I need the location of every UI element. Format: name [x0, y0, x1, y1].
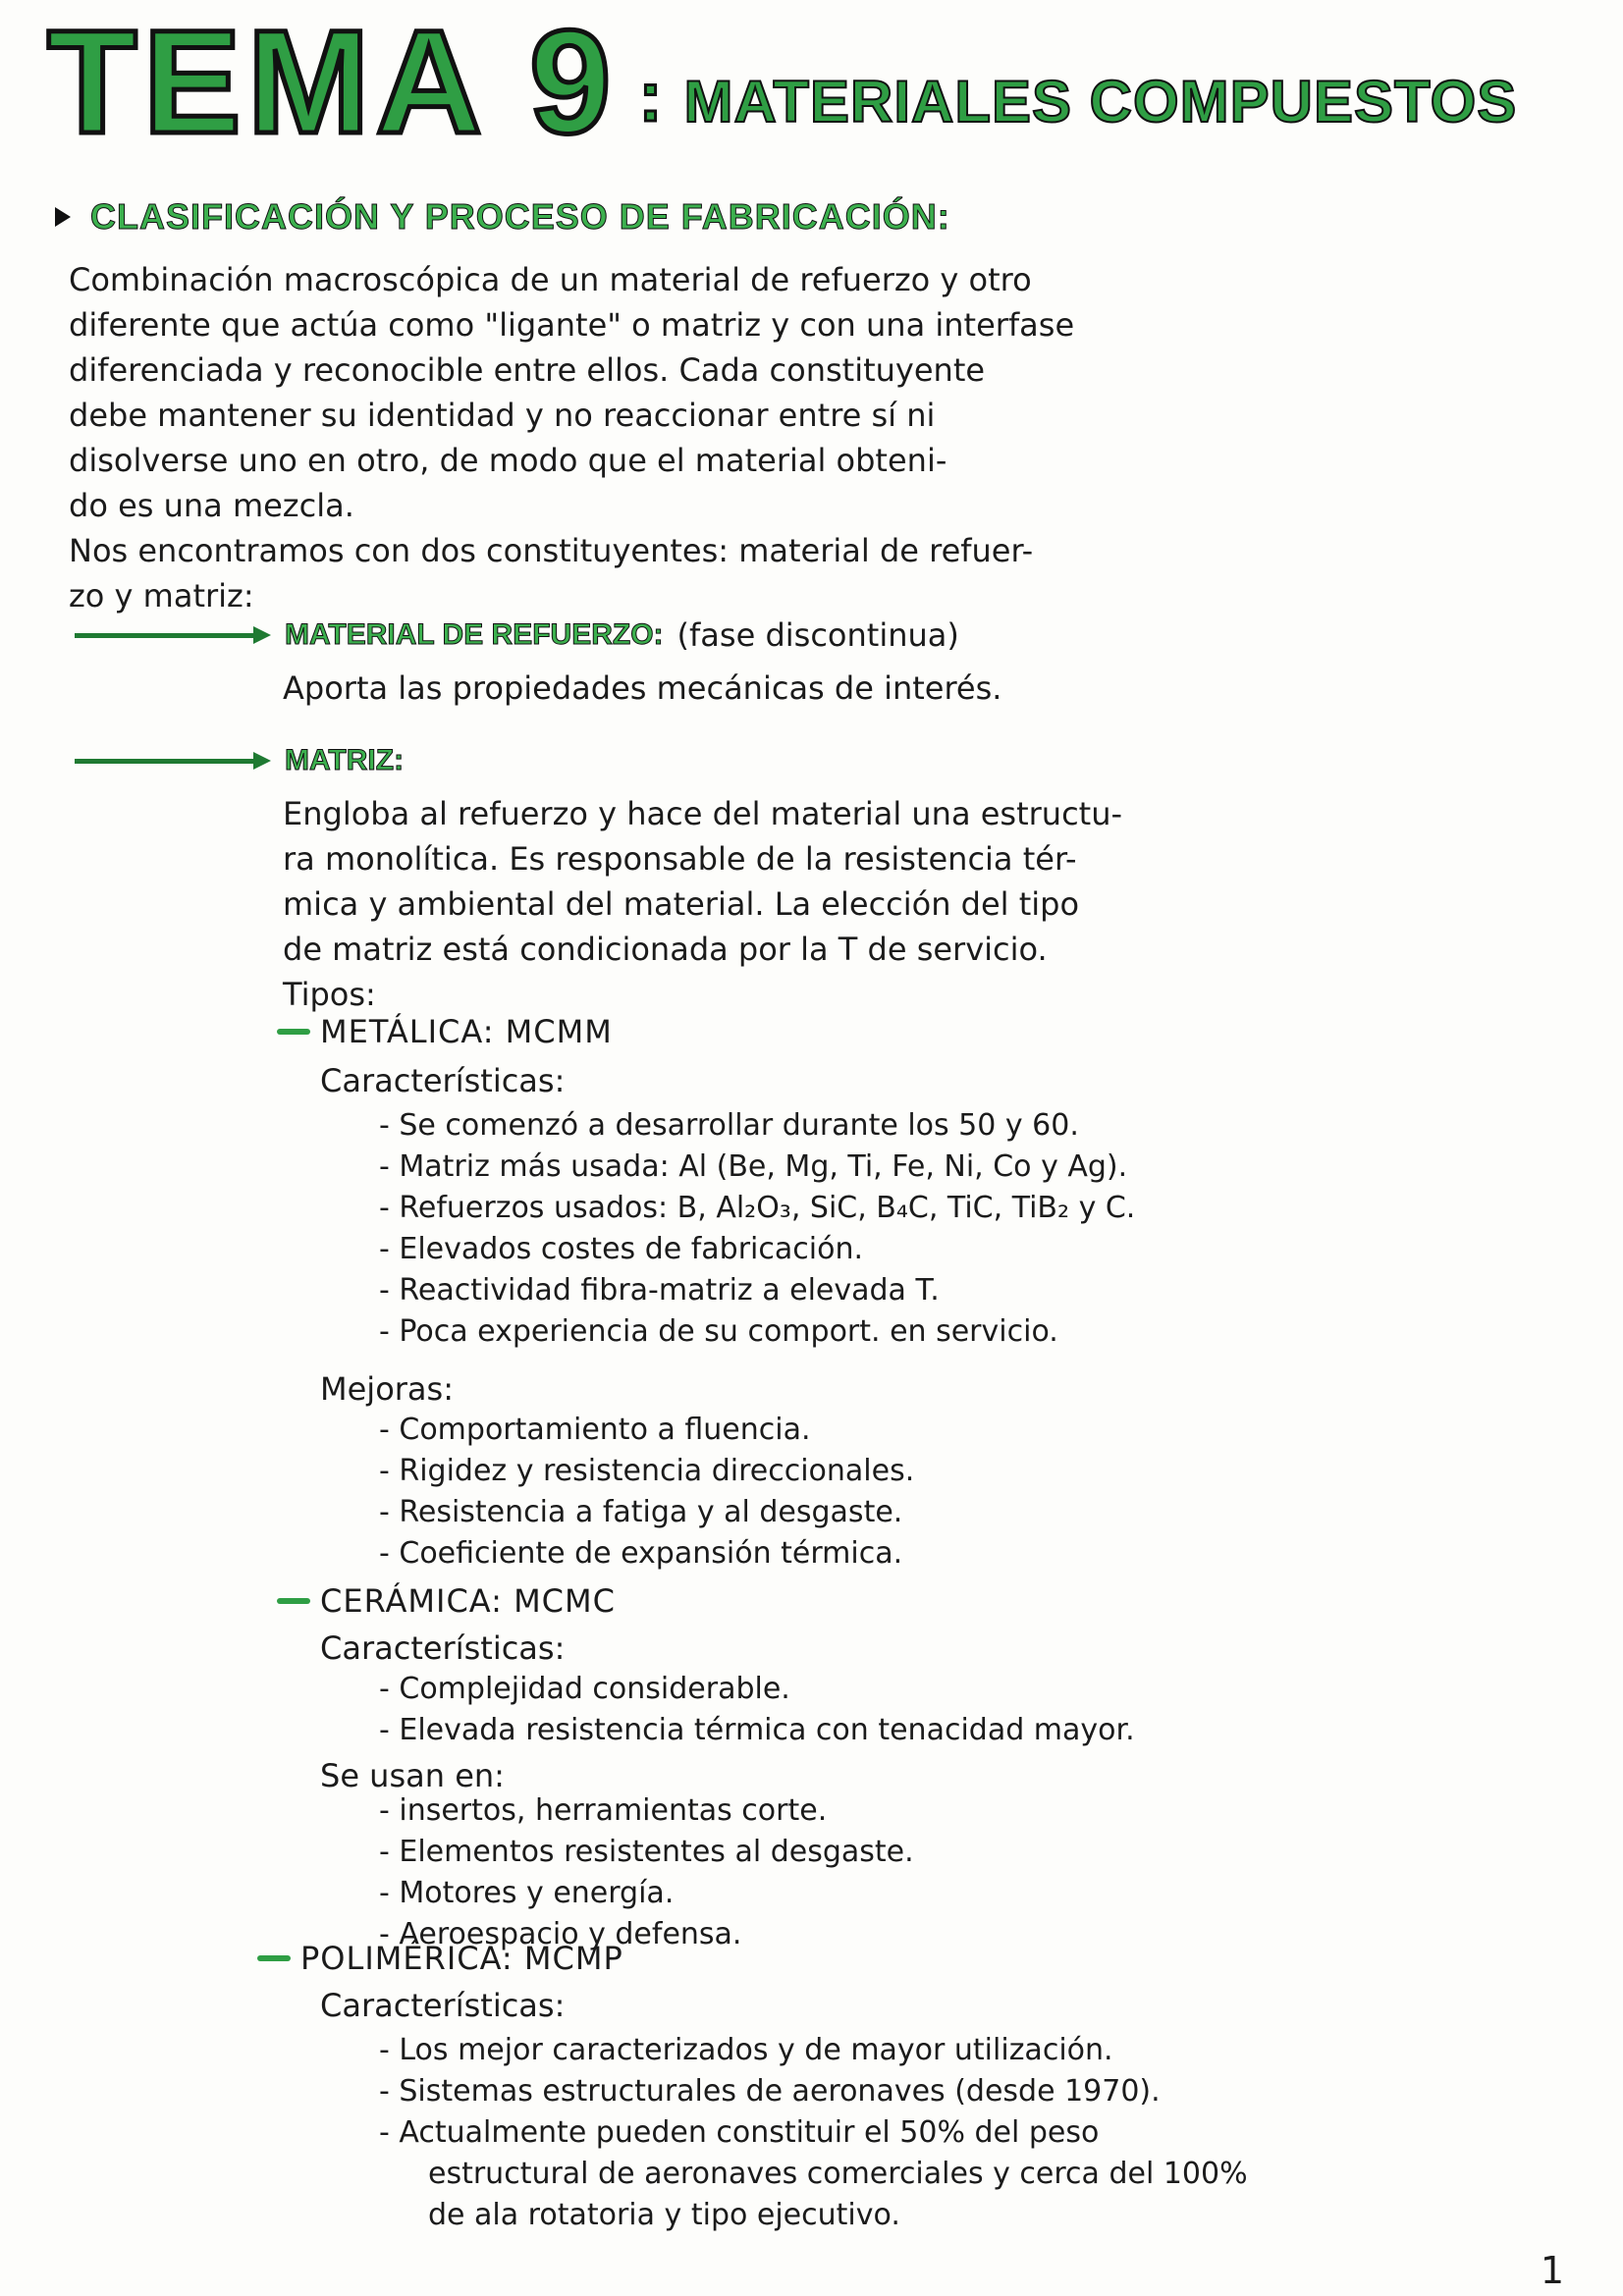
metalica-car-label: Características: — [320, 1062, 566, 1099]
dash-bullet-icon — [257, 1955, 291, 1961]
title-colon: : — [638, 58, 663, 136]
list-item: - Actualmente pueden constituir el 50% del peso — [379, 2112, 1161, 2154]
ceramica-heading-text: CERÁMICA: MCMC — [320, 1582, 616, 1620]
arrow-right-icon — [75, 628, 271, 642]
arrow-right-icon — [75, 754, 271, 768]
ceramica-car-list — [379, 1669, 1135, 1751]
list-item: - Aeroespacio y defensa. — [379, 1914, 914, 1955]
refuerzo-heading — [75, 616, 959, 654]
polimerica-heading-text: POLIMÉRICA: MCMP — [300, 1940, 623, 1977]
polimerica-heading — [257, 1940, 623, 1977]
matriz-label: MATRIZ: — [285, 744, 405, 776]
intro-line: Combinación macroscópica de un material de refuerzo y otro — [69, 261, 1032, 298]
list-item: - Los mejor caracterizados y de mayor utilización. — [379, 2030, 1161, 2071]
polimerica-car-label: Características: — [320, 1987, 566, 2024]
list-item: - Reactividad fibra-matriz a elevada T. — [379, 1270, 1135, 1311]
matriz-line: Tipos: — [283, 976, 376, 1013]
list-item: - Rigidez y resistencia direccionales. — [379, 1451, 914, 1492]
page-title: TEMA 9 — [47, 0, 618, 164]
continuation-line: estructural de aeronaves comerciales y cerca del 100% — [428, 2157, 1248, 2191]
list-item: - Motores y energía. — [379, 1873, 914, 1914]
list-item: - Sistemas estructurales de aeronaves (desde 1970). — [379, 2071, 1161, 2112]
ceramica-uso-list — [379, 1790, 914, 1955]
ceramica-uso-label: Se usan en: — [320, 1757, 505, 1794]
triangle-bullet-icon — [55, 207, 71, 227]
metalica-heading — [277, 1013, 613, 1050]
metalica-heading-text: METÁLICA: MCMM — [320, 1013, 613, 1050]
intro-paragraph — [69, 257, 1561, 618]
list-item: - Complejidad considerable. — [379, 1669, 1135, 1710]
matriz-line: Engloba al refuerzo y hace del material una estructu- — [283, 795, 1123, 832]
list-item: - insertos, herramientas corte. — [379, 1790, 914, 1832]
polimerica-car-list — [379, 2030, 1161, 2154]
list-item: - Coeficiente de expansión térmica. — [379, 1533, 914, 1575]
intro-line: disolverse uno en otro, de modo que el material obteni- — [69, 442, 947, 479]
matriz-desc — [283, 791, 1559, 1017]
dash-bullet-icon — [277, 1029, 310, 1035]
list-item: - Poca experiencia de su comport. en servicio. — [379, 1311, 1135, 1353]
matriz-line: de matriz está condicionada por la T de servicio. — [283, 931, 1048, 968]
intro-line: diferente que actúa como "ligante" o matriz y con una interfase — [69, 306, 1075, 344]
polimerica-car-cont — [428, 2154, 1248, 2236]
list-item: - Refuerzos usados: B, Al₂O₃, SiC, B₄C, TiC, TiB₂ y C. — [379, 1188, 1135, 1229]
refuerzo-label: MATERIAL DE REFUERZO: — [285, 618, 664, 651]
intro-line: do es una mezcla. — [69, 487, 354, 524]
metalica-mej-list — [379, 1410, 914, 1575]
intro-line: diferenciada y reconocible entre ellos. Cada constituyente — [69, 351, 986, 389]
intro-line: Nos encontramos con dos constituyentes: material de refuer- — [69, 532, 1034, 569]
list-item: - Comportamiento a fluencia. — [379, 1410, 914, 1451]
metalica-mej-label: Mejoras: — [320, 1370, 454, 1408]
section-heading-text: CLASIFICACIÓN Y PROCESO DE FABRICACIÓN: — [90, 196, 950, 237]
refuerzo-note: (fase discontinua) — [676, 616, 959, 654]
list-item: - Elementos resistentes al desgaste. — [379, 1832, 914, 1873]
matriz-line: mica y ambiental del material. La elección del tipo — [283, 885, 1080, 923]
ceramica-heading — [277, 1582, 616, 1620]
matriz-line: ra monolítica. Es responsable de la resistencia tér- — [283, 840, 1077, 878]
list-item: - Matriz más usada: Al (Be, Mg, Ti, Fe, Ni, Co y Ag). — [379, 1147, 1135, 1188]
metalica-car-list — [379, 1105, 1135, 1353]
page-number: 1 — [1540, 2249, 1564, 2292]
dash-bullet-icon — [277, 1598, 310, 1604]
list-item: - Resistencia a fatiga y al desgaste. — [379, 1492, 914, 1533]
list-item: - Se comenzó a desarrollar durante los 50 y 60. — [379, 1105, 1135, 1147]
list-item: - Elevada resistencia térmica con tenacidad mayor. — [379, 1710, 1135, 1751]
list-item: - Elevados costes de fabricación. — [379, 1229, 1135, 1270]
title-row — [47, 0, 1518, 164]
intro-line: debe mantener su identidad y no reaccionar entre sí ni — [69, 397, 936, 434]
matriz-heading — [75, 744, 404, 777]
refuerzo-desc: Aporta las propiedades mecánicas de interés. — [283, 669, 1002, 707]
continuation-line: de ala rotatoria y tipo ejecutivo. — [428, 2198, 900, 2232]
ceramica-car-label: Características: — [320, 1629, 566, 1667]
intro-line: zo y matriz: — [69, 577, 254, 614]
section-heading — [55, 196, 950, 238]
page-subtitle: MATERIALES COMPUESTOS — [683, 69, 1518, 134]
